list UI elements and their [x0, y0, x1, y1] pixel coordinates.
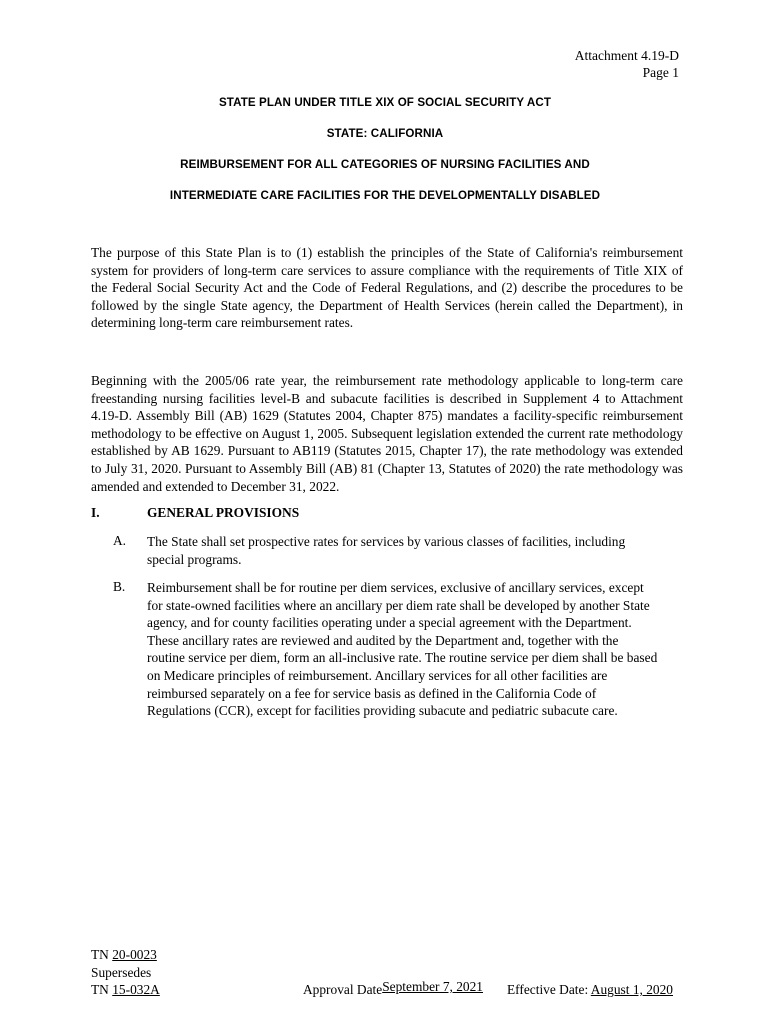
effective-date-block	[507, 981, 673, 999]
tn-prev-label: TN	[91, 982, 109, 998]
tn-label: TN	[91, 947, 109, 962]
approval-label: Approval Date	[303, 982, 383, 997]
subtitle-line-1: REIMBURSEMENT FOR ALL CATEGORIES OF NURSING FACILITIES AND	[180, 158, 590, 171]
item-a-letter: A.	[113, 533, 127, 548]
attachment-label: Attachment 4.19-D	[574, 48, 679, 63]
tn-number: 20-0023	[112, 947, 157, 962]
item-b-letter: B.	[113, 579, 126, 594]
section-title: GENERAL PROVISIONS	[147, 505, 300, 520]
tn-prev-number: 15-032A	[112, 982, 160, 998]
supersedes-label: Supersedes	[91, 964, 152, 980]
methodology-paragraph: Beginning with the 2005/06 rate year, the reimbursement rate methodology applicable to long-term care freestanding nursing facilities level-B and subacute facilities is described in Supplement 4 to Attachment 4.19-D. Assembly Bill (AB) 1629 (Statutes 2004, Chapter 875) mandates a facility-specific reimbursement methodology to be effective on August 1, 2005. Subsequent legislation extended the current rate methodology established by AB 1629. Pursuant to AB119 (Statutes 2015, Chapter 17), the rate methodology was extended to July 31, 2020. Pursuant to Assembly Bill (AB) 81 (Chapter 13, Statutes of 2020) the rate methodology was amended and extended to December 31, 2022.	[91, 373, 683, 494]
tn-prev-line	[91, 981, 160, 999]
approval-date-block	[303, 981, 483, 999]
item-b-text: Reimbursement shall be for routine per diem services, exclusive of ancillary services, except for state-owned facilities where an ancillary per diem rate shall be developed by another State agency, and for county facilities operating under a special agreement with the Department. These ancillary rates are reviewed and audited by the Department and, together with the routine service per diem, form an all-inclusive rate. The routine service per diem shall be based on Medicare principles of reimbursement. Ancillary services for all other facilities are reimbursed separately on a fee for service basis as defined in the California Code of Regulations (CCR), except for facilities providing subacute and pediatric subacute care.	[147, 580, 658, 719]
transmittal-block	[91, 946, 160, 999]
document-title: STATE PLAN UNDER TITLE XIX OF SOCIAL SECURITY ACT	[218, 96, 552, 109]
effective-label: Effective Date:	[507, 982, 589, 997]
state-heading: STATE: CALIFORNIA	[326, 127, 444, 140]
page-header	[575, 47, 679, 81]
item-a-text: The State shall set prospective rates for services by various classes of facilities, including special programs.	[147, 534, 626, 567]
subtitle-line-2: INTERMEDIATE CARE FACILITIES FOR THE DEVELOPMENTALLY DISABLED	[169, 189, 601, 202]
section-number: I.	[91, 505, 100, 520]
tn-line	[91, 946, 160, 964]
effective-date: August 1, 2020	[590, 982, 673, 997]
approval-date: September 7, 2021	[382, 979, 483, 994]
page-number: Page 1	[642, 65, 679, 80]
purpose-paragraph: The purpose of this State Plan is to (1) establish the principles of the State of California's reimbursement system for providers of long-term care services to assure compliance with the requirements of Title XIX of the Federal Social Security Act and the Code of Federal Regulations, and (2) describe the procedures to be followed by the single State agency, the Department of Health Services (herein called the Department), in determining long-term care reimbursement rates.	[91, 245, 683, 331]
